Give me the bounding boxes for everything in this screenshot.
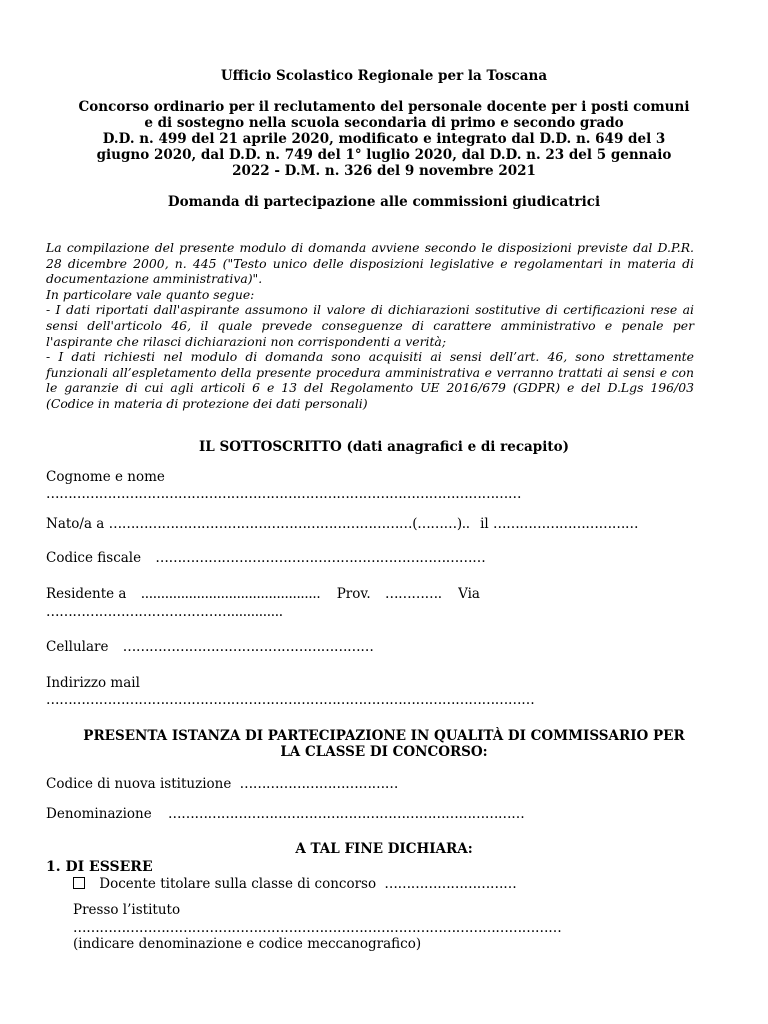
cognome-field[interactable]: ……………………………………………………………………………………………… xyxy=(46,486,522,502)
sottoscritto-heading: IL SOTTOSCRITTO (dati anagrafici e di recapito) xyxy=(198,439,570,455)
intro-paragraph: In particolare vale quanto segue: xyxy=(46,286,255,302)
nato-field[interactable]: ……………………………………………………………(………).. xyxy=(108,516,470,532)
istanza-heading xyxy=(40,728,728,760)
docente-field[interactable]: ………………………… xyxy=(384,876,517,892)
cellulare-field[interactable]: ………………………………………………… xyxy=(122,639,374,655)
nato-row xyxy=(46,516,638,533)
docente-row xyxy=(73,876,516,893)
denominazione-field[interactable]: ……………………………………………………………………… xyxy=(168,806,525,822)
mail-field[interactable]: ………………………………………………………………………………………………… xyxy=(46,692,535,708)
cellulare-row xyxy=(46,639,374,656)
il-field[interactable]: …………………………… xyxy=(493,516,639,532)
nato-label: Nato/a a xyxy=(46,516,105,532)
cognome-label: Cognome e nome xyxy=(46,469,165,485)
office-title: Ufficio Scolastico Regionale per la Toscana xyxy=(220,68,548,84)
denominazione-label: Denominazione xyxy=(46,806,152,822)
competition-line: D.D. n. 499 del 21 aprile 2020, modificato e integrato dal D.D. n. 649 del 3 xyxy=(102,131,666,147)
cf-field[interactable]: ………………………………………………………………… xyxy=(155,550,486,566)
request-title: Domanda di partecipazione alle commissioni giudicatrici xyxy=(167,194,601,210)
presso-label: Presso l’istituto xyxy=(73,902,181,918)
dichiara-item-1: 1. DI ESSERE xyxy=(46,859,153,875)
intro-paragraph: La compilazione del presente modulo di domanda avviene secondo le disposizioni previste dal D.P.R. 28 dicembre 2000, n. 445 ("Testo unico delle disposizioni legislative e regolamentari in materia di documentazione amministrativa)". xyxy=(46,240,694,287)
codice-field[interactable]: ……………………………… xyxy=(239,776,399,792)
checkbox-icon[interactable] xyxy=(73,877,85,889)
intro-notice xyxy=(46,240,694,412)
mail-label: Indirizzo mail xyxy=(46,675,140,691)
intro-paragraph: - I dati riportati dall'aspirante assumono il valore di dichiarazioni sostitutive di certificazioni rese ai sensi dell'articolo 46, il quale prevede conseguenze di carattere amministrativo e penale per l'aspirante che rilasci dichiarazioni non corrispondenti a verità; xyxy=(46,302,694,349)
codice-row xyxy=(46,776,398,793)
cf-row xyxy=(46,550,485,567)
competition-line: 2022 - D.M. n. 326 del 9 novembre 2021 xyxy=(232,163,536,179)
presso-field[interactable]: ………………………………………………………………………………………………… xyxy=(73,920,562,936)
prov-field[interactable]: …………. xyxy=(384,586,442,602)
residente-row xyxy=(46,586,480,603)
via-field[interactable]: ……………………………………............. xyxy=(46,604,283,620)
intro-paragraph: - I dati richiesti nel modulo di domanda sono acquisiti ai sensi dell’art. 46, sono strettamente funzionali all’espletamento della presente procedura amministrativa e verranno trattati ai sensi e con le garanzie di cui agli articoli 6 e 13 del Regolamento UE 2016/679 (GDPR) e del D.Lgs 196/03 (Codice in materia di protezione dei dati personali) xyxy=(46,349,694,411)
competition-line: giugno 2020, dal D.D. n. 749 del 1° luglio 2020, dal D.D. n. 23 del 5 gennaio xyxy=(96,147,672,163)
cf-label: Codice fiscale xyxy=(46,550,142,566)
competition-line: Concorso ordinario per il reclutamento del personale docente per i posti comuni xyxy=(78,99,690,115)
denominazione-row xyxy=(46,806,524,823)
codice-label: Codice di nuova istituzione xyxy=(46,776,232,792)
via-label: Via xyxy=(458,586,480,602)
docente-label: Docente titolare sulla classe di concorso xyxy=(99,876,377,892)
il-label: il xyxy=(480,516,489,532)
competition-title xyxy=(40,99,728,179)
istanza-line: PRESENTA ISTANZA DI PARTECIPAZIONE IN QUALITÀ DI COMMISSARIO PER xyxy=(83,728,685,744)
residente-field[interactable]: ............................................. xyxy=(140,586,321,602)
dichiara-heading: A TAL FINE DICHIARA: xyxy=(295,841,473,857)
residente-label: Residente a xyxy=(46,586,127,602)
prov-label: Prov. xyxy=(336,586,371,602)
presso-hint: (indicare denominazione e codice meccanografico) xyxy=(73,936,422,952)
cellulare-label: Cellulare xyxy=(46,639,109,655)
competition-line: e di sostegno nella scuola secondaria di primo e secondo grado xyxy=(144,115,624,131)
istanza-line: LA CLASSE DI CONCORSO: xyxy=(280,744,488,760)
